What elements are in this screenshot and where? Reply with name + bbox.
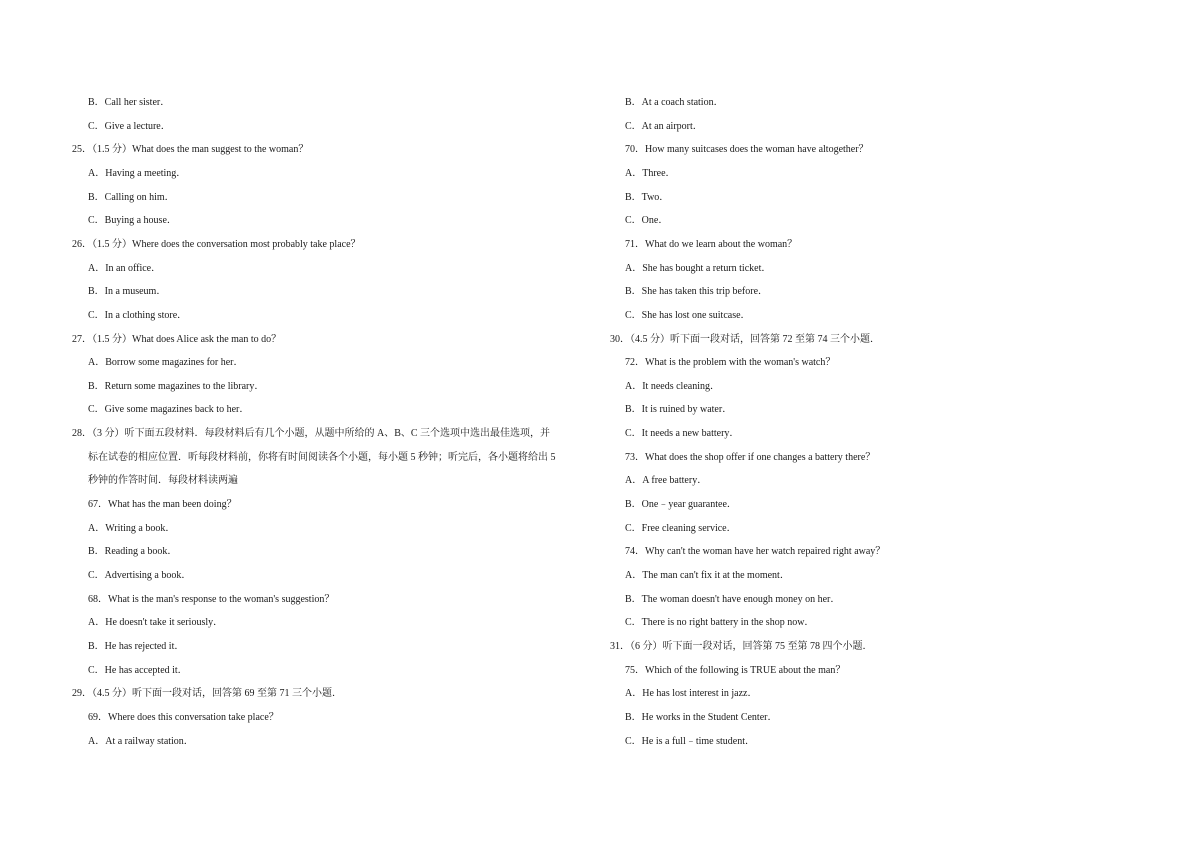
question-subtext: 70．How many suitcases does the woman have altogether？ — [625, 144, 869, 156]
answer-option: C．It needs a new battery． — [625, 428, 740, 440]
answer-option: B．The woman doesn't have enough money on her． — [625, 593, 841, 605]
question-subtext: 68．What is the man's response to the woman's suggestion？ — [88, 593, 335, 605]
answer-option: A．It needs cleaning． — [625, 380, 720, 392]
answer-option: A．She has bought a return ticket． — [625, 262, 772, 274]
question-text: 26．（1.5 分）Where does the conversation most probably take place？ — [72, 238, 361, 250]
question-subtext: 67．What has the man been doing？ — [88, 499, 237, 510]
answer-option: B．She has taken this trip before． — [625, 286, 769, 298]
answer-option: A．In an office． — [88, 262, 162, 274]
answer-option: B．One﹣year guarantee． — [625, 499, 737, 510]
answer-option: A．Writing a book． — [88, 522, 176, 534]
question-text: 25．（1.5 分）What does the man suggest to the woman？ — [72, 144, 309, 156]
question-text: 31．（6 分）听下面一段对话，回答第 75 至第 78 四个小题． — [610, 640, 873, 652]
answer-option: B．Call her sister． — [88, 97, 171, 108]
answer-option: A．Three． — [625, 167, 676, 179]
answer-option: B．Two． — [625, 191, 670, 203]
question-subtext: 75．Which of the following is TRUE about the man？ — [625, 664, 846, 676]
question-subtext: 标在试卷的相应位置．听每段材料前，你将有时间阅读各个小题，每小题 5 秒钟；听完后，各小题将给出 5 — [88, 451, 556, 463]
answer-option: A．He doesn't take it seriously． — [88, 617, 224, 629]
question-text: 28．（3 分）听下面五段材料．每段材料后有几个小题，从题中所给的 A、B、C 三个选项中选出最佳选项，并 — [72, 428, 551, 440]
question-subtext: 74．Why can't the woman have her watch repaired right away？ — [625, 546, 886, 558]
answer-option: B．Calling on him． — [88, 191, 175, 203]
answer-option: B．He works in the Student Center． — [625, 711, 778, 723]
answer-option: C．Give a lecture． — [88, 120, 171, 132]
answer-option: B．In a museum． — [88, 286, 167, 298]
question-subtext: 73．What does the shop offer if one changes a battery there？ — [625, 451, 876, 463]
answer-option: A．The man can't fix it at the moment． — [625, 570, 790, 581]
question-subtext: 秒钟的作答时间．每段材料读两遍 — [88, 475, 238, 487]
answer-option: C．Advertising a book． — [88, 570, 192, 581]
answer-option: C．At an airport． — [625, 120, 703, 132]
answer-option: B．He has rejected it． — [88, 640, 185, 652]
answer-option: B．Reading a book． — [88, 546, 178, 558]
question-subtext: 69．Where does this conversation take place？ — [88, 711, 279, 723]
answer-option: C．He has accepted it． — [88, 664, 188, 676]
answer-option: A．Borrow some magazines for her． — [88, 357, 244, 369]
answer-option: A．A free battery． — [625, 475, 708, 487]
answer-option: C．In a clothing store． — [88, 309, 188, 321]
question-subtext: 72．What is the problem with the woman's watch？ — [625, 357, 836, 369]
answer-option: A．He has lost interest in jazz． — [625, 688, 758, 700]
answer-option: A．At a railway station． — [88, 735, 194, 747]
answer-option: C．She has lost one suitcase． — [625, 309, 751, 321]
answer-option: C．Free cleaning service． — [625, 522, 737, 534]
answer-option: C．There is no right battery in the shop now． — [625, 617, 815, 629]
question-text: 29．（4.5 分）听下面一段对话，回答第 69 至第 71 三个小题． — [72, 688, 342, 700]
answer-option: A．Having a meeting． — [88, 167, 187, 179]
answer-option: C．Buying a house． — [88, 215, 177, 227]
question-text: 27．（1.5 分）What does Alice ask the man to do？ — [72, 333, 282, 345]
question-subtext: 71．What do we learn about the woman？ — [625, 238, 798, 250]
answer-option: C．Give some magazines back to her． — [88, 404, 250, 416]
answer-option: B．It is ruined by water． — [625, 404, 733, 416]
answer-option: B．Return some magazines to the library． — [88, 380, 265, 392]
answer-option: B．At a coach station． — [625, 97, 724, 108]
answer-option: C．He is a full﹣time student． — [625, 735, 755, 747]
answer-option: C．One． — [625, 215, 669, 227]
question-text: 30．（4.5 分）听下面一段对话，回答第 72 至第 74 三个小题． — [610, 333, 880, 345]
